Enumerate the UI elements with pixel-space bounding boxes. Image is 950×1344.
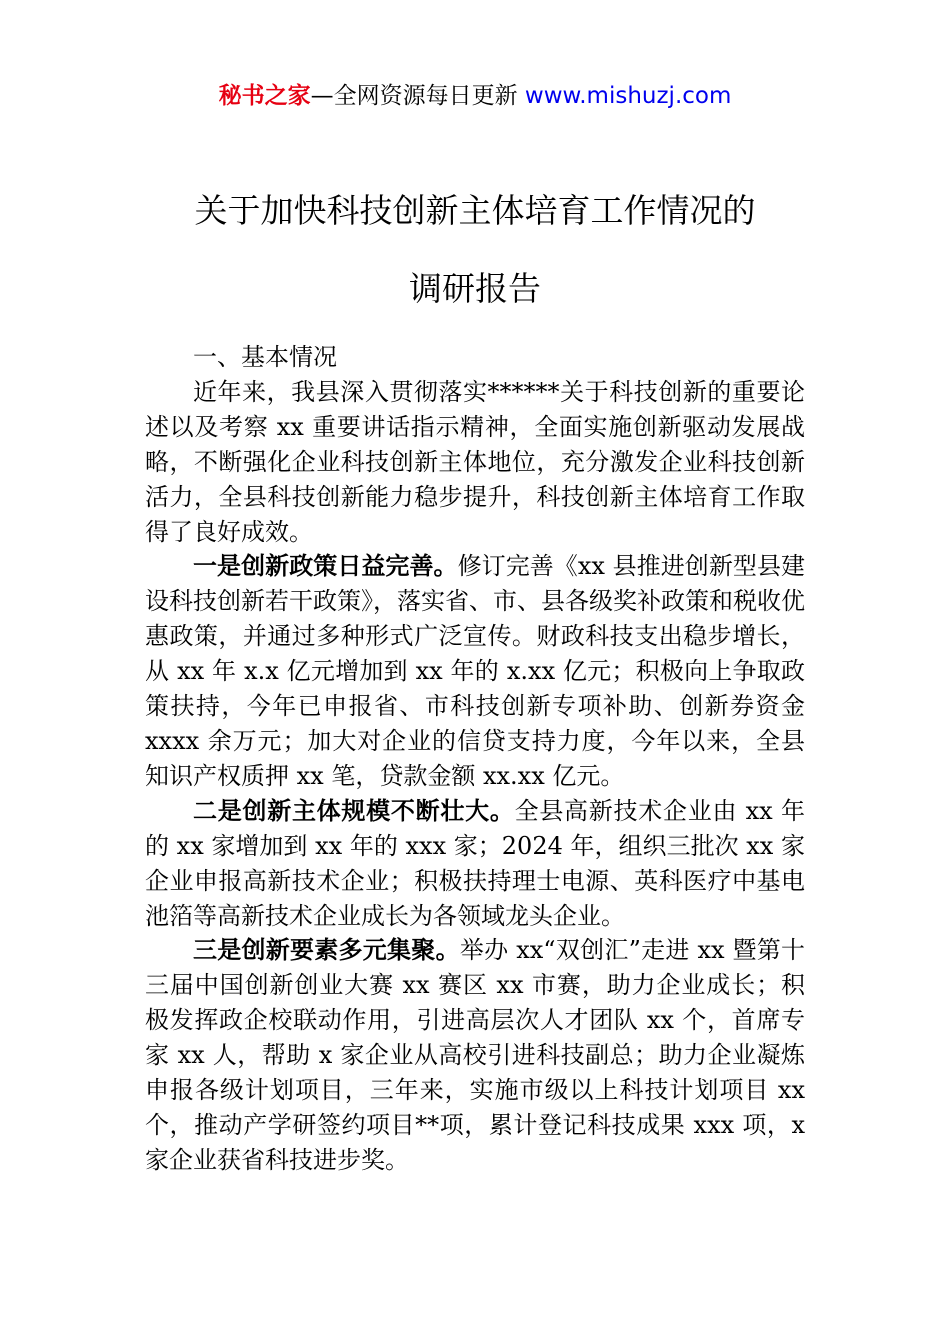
site-url-link[interactable]: www.mishuzj.com [524, 83, 732, 109]
site-banner [0, 80, 950, 112]
point-2-text: 全县高新技术企业由 xx 年的 xx 家增加到 xx 年的 xxx 家；2024 年，组织三批次 xx 家企业申报高新技术企业；积极扶持理士电源、英科医疗中基电池箔等高新技术企业成长为各领域龙头企业。 [145, 796, 806, 930]
section-heading: 一、基本情况 [193, 343, 337, 371]
point-1-lead: 一是创新政策日益完善。 [193, 552, 458, 581]
site-slogan: —全网资源每日更新 [310, 83, 518, 109]
document-body [145, 340, 805, 1178]
point-3-lead: 三是创新要素多元集聚。 [193, 936, 460, 965]
point-3-paragraph [145, 933, 805, 1177]
site-brand: 秘书之家 [218, 83, 311, 109]
title-line-1: 关于加快科技创新主体培育工作情况的 [194, 191, 756, 230]
point-2-lead: 二是创新主体规模不断壮大。 [193, 796, 515, 825]
document-title [0, 172, 950, 328]
point-2-paragraph [145, 794, 805, 934]
point-1-text: 修订完善《xx 县推进创新型县建设科技创新若干政策》，落实省、市、县各级奖补政策和税收优惠政策，并通过多种形式广泛宣传。财政科技支出稳步增长，从 xx 年 x.x 亿元增加到 xx 年的 x.xx 亿元；积极向上争取政策扶持，今年已申报省、市科技创新专项补助、创新券资金 xxxx 余万元；加大对企业的信贷支持力度，今年以来，全县知识产权质押 xx 笔，贷款金额 xx.xx 亿元。 [145, 552, 805, 790]
intro-paragraph: 近年来，我县深入贯彻落实******关于科技创新的重要论述以及考察 xx 重要讲话指示精神，全面实施创新驱动发展战略，不断强化企业科技创新主体地位，充分激发企业科技创新活力，全县科技创新能力稳步提升，科技创新主体培育工作取得了良好成效。 [145, 377, 805, 546]
point-1-paragraph [145, 549, 805, 793]
title-line-2: 调研报告 [409, 269, 541, 308]
point-3-text: 举办 xx“双创汇”走进 xx 暨第十三届中国创新创业大赛 xx 赛区 xx 市赛，助力企业成长；积极发挥政企校联动作用，引进高层次人才团队 xx 个，首席专家 xx 人，帮助 x 家企业从高校引进科技副总；助力企业凝炼申报各级计划项目，三年来，实施市级以上科技计划项目 xx 个，推动产学研签约项目**项，累计登记科技成果 xxx 项，x 家企业获省科技进步奖。 [145, 936, 805, 1174]
